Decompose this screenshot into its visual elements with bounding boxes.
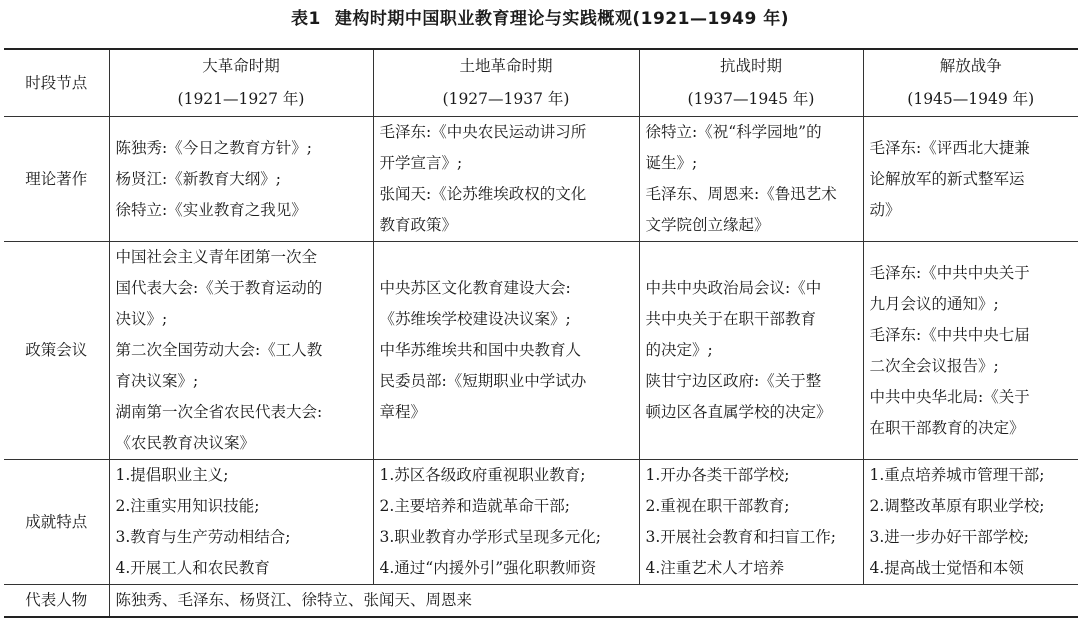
period-name: 土地革命时期: [459, 57, 553, 75]
cell-line: 陕甘宁边区政府:《关于整: [645, 372, 822, 390]
cell-line: 在职干部教育的决定》: [869, 418, 1025, 437]
cell-line: 开学宣言》;: [379, 154, 463, 172]
row-label: 代表人物: [4, 585, 109, 618]
table-body: [4, 117, 1078, 585]
cell-line: 育决议案》;: [115, 372, 199, 390]
table-cell: [639, 460, 863, 585]
row-label: 政策会议: [4, 242, 109, 460]
cell-line: 4.开展工人和农民教育: [115, 559, 270, 577]
cell-line: 的决定》;: [645, 341, 713, 359]
table-cell: [639, 117, 863, 242]
table-row: [4, 460, 1078, 585]
table-cell: [863, 460, 1078, 585]
period-header: [109, 49, 373, 117]
cell-line: 杨贤江:《新教育大纲》;: [115, 169, 281, 188]
cell-line: 毛泽东:《中共中央关于: [869, 263, 1030, 282]
cell-line: 诞生》;: [645, 154, 698, 172]
table-row: [4, 117, 1078, 242]
table-cell: [109, 242, 373, 460]
row-label: 成就特点: [4, 460, 109, 585]
table-number: 表1: [291, 9, 321, 29]
corner-header: 时段节点: [4, 49, 109, 117]
period-years: (1921—1927 年): [177, 90, 305, 108]
header-row: [4, 49, 1078, 117]
cell-line: 毛泽东:《中央农民运动讲习所: [379, 123, 587, 141]
period-header: [373, 49, 639, 117]
cell-line: 二次全会议报告》;: [869, 356, 999, 375]
cell-line: 九月会议的通知》;: [869, 294, 999, 313]
cell-line: 4.提高战士觉悟和本领: [869, 559, 1024, 577]
table-cell: [863, 242, 1078, 460]
period-years: (1945—1949 年): [907, 90, 1035, 108]
cell-line: 3.进一步办好干部学校;: [869, 528, 1030, 546]
cell-line: 1.苏区各级政府重视职业教育;: [379, 466, 586, 484]
cell-line: 中央苏区文化教育建设大会:: [379, 279, 571, 297]
cell-line: 徐特立:《实业教育之我见》: [115, 200, 307, 219]
cell-line: 共中央关于在职干部教育: [645, 310, 817, 328]
cell-line: 1.重点培养城市管理干部;: [869, 466, 1045, 484]
cell-line: 4.注重艺术人才培养: [645, 559, 785, 577]
cell-line: 章程》: [379, 403, 427, 421]
cell-line: 陈独秀:《今日之教育方针》;: [115, 138, 312, 157]
table-cell: [639, 242, 863, 460]
cell-line: 第二次全国劳动大会:《工人教: [115, 341, 323, 359]
period-name: 解放战争: [939, 57, 1002, 75]
table-cell: [373, 460, 639, 585]
cell-line: 中华苏维埃共和国中央教育人: [379, 341, 582, 359]
cell-line: 论解放军的新式整军运: [869, 169, 1025, 188]
table-caption: [0, 4, 1080, 29]
table-cell: [373, 117, 639, 242]
cell-line: 国代表大会:《关于教育运动的: [115, 279, 323, 297]
cell-line: 民委员部:《短期职业中学试办: [379, 372, 587, 390]
cell-line: 中共中央华北局:《关于: [869, 387, 1030, 406]
cell-line: 《苏维埃学校建设决议案》;: [379, 310, 571, 328]
cell-line: 徐特立:《祝“科学园地”的: [645, 123, 822, 141]
cell-line: 毛泽东、周恩来:《鲁迅艺术: [645, 185, 837, 203]
cell-line: 2.注重实用知识技能;: [115, 497, 260, 515]
cell-line: 文学院创立缘起》: [645, 216, 770, 234]
cell-line: 动》: [869, 200, 901, 219]
table-row: [4, 242, 1078, 460]
period-name: 抗战时期: [719, 57, 782, 75]
cell-line: 教育政策》: [379, 216, 458, 234]
cell-line: 毛泽东:《中共中央七届: [869, 325, 1030, 344]
cell-line: 3.教育与生产劳动相结合;: [115, 528, 291, 546]
cell-line: 中共中央政治局会议:《中: [645, 279, 822, 297]
cell-line: 湖南第一次全省农民代表大会:: [115, 403, 323, 421]
cell-line: 1.提倡职业主义;: [115, 466, 229, 484]
cell-line: 《农民教育决议案》: [115, 434, 256, 452]
cell-line: 3.开展社会教育和扫盲工作;: [645, 528, 837, 546]
period-name: 大革命时期: [202, 57, 280, 75]
cell-line: 2.重视在职干部教育;: [645, 497, 790, 515]
representatives-row: [4, 585, 1078, 618]
cell-line: 1.开办各类干部学校;: [645, 466, 790, 484]
representatives-cell: 陈独秀、毛泽东、杨贤江、徐特立、张闻天、周恩来: [109, 585, 1078, 618]
period-years: (1937—1945 年): [687, 90, 815, 108]
period-header: [863, 49, 1078, 117]
period-header: [639, 49, 863, 117]
overview-table: [4, 48, 1078, 618]
cell-line: 2.调整改革原有职业学校;: [869, 497, 1045, 515]
cell-line: 中国社会主义青年团第一次全: [115, 248, 318, 266]
table-cell: [373, 242, 639, 460]
cell-line: 决议》;: [115, 310, 168, 328]
row-label: 理论著作: [4, 117, 109, 242]
cell-line: 顿边区各直属学校的决定》: [645, 403, 832, 421]
table-cell: [863, 117, 1078, 242]
table-title: 建构时期中国职业教育理论与实践概观(1921—1949 年): [334, 9, 789, 29]
table-cell: [109, 117, 373, 242]
cell-line: 3.职业教育办学形式呈现多元化;: [379, 528, 602, 546]
period-years: (1927—1937 年): [442, 90, 570, 108]
cell-line: 毛泽东:《评西北大捷兼: [869, 138, 1030, 157]
cell-line: 4.通过“内援外引”强化职教师资: [379, 559, 597, 577]
cell-line: 2.主要培养和造就革命干部;: [379, 497, 571, 515]
cell-line: 张闻天:《论苏维埃政权的文化: [379, 185, 587, 203]
table-cell: [109, 460, 373, 585]
